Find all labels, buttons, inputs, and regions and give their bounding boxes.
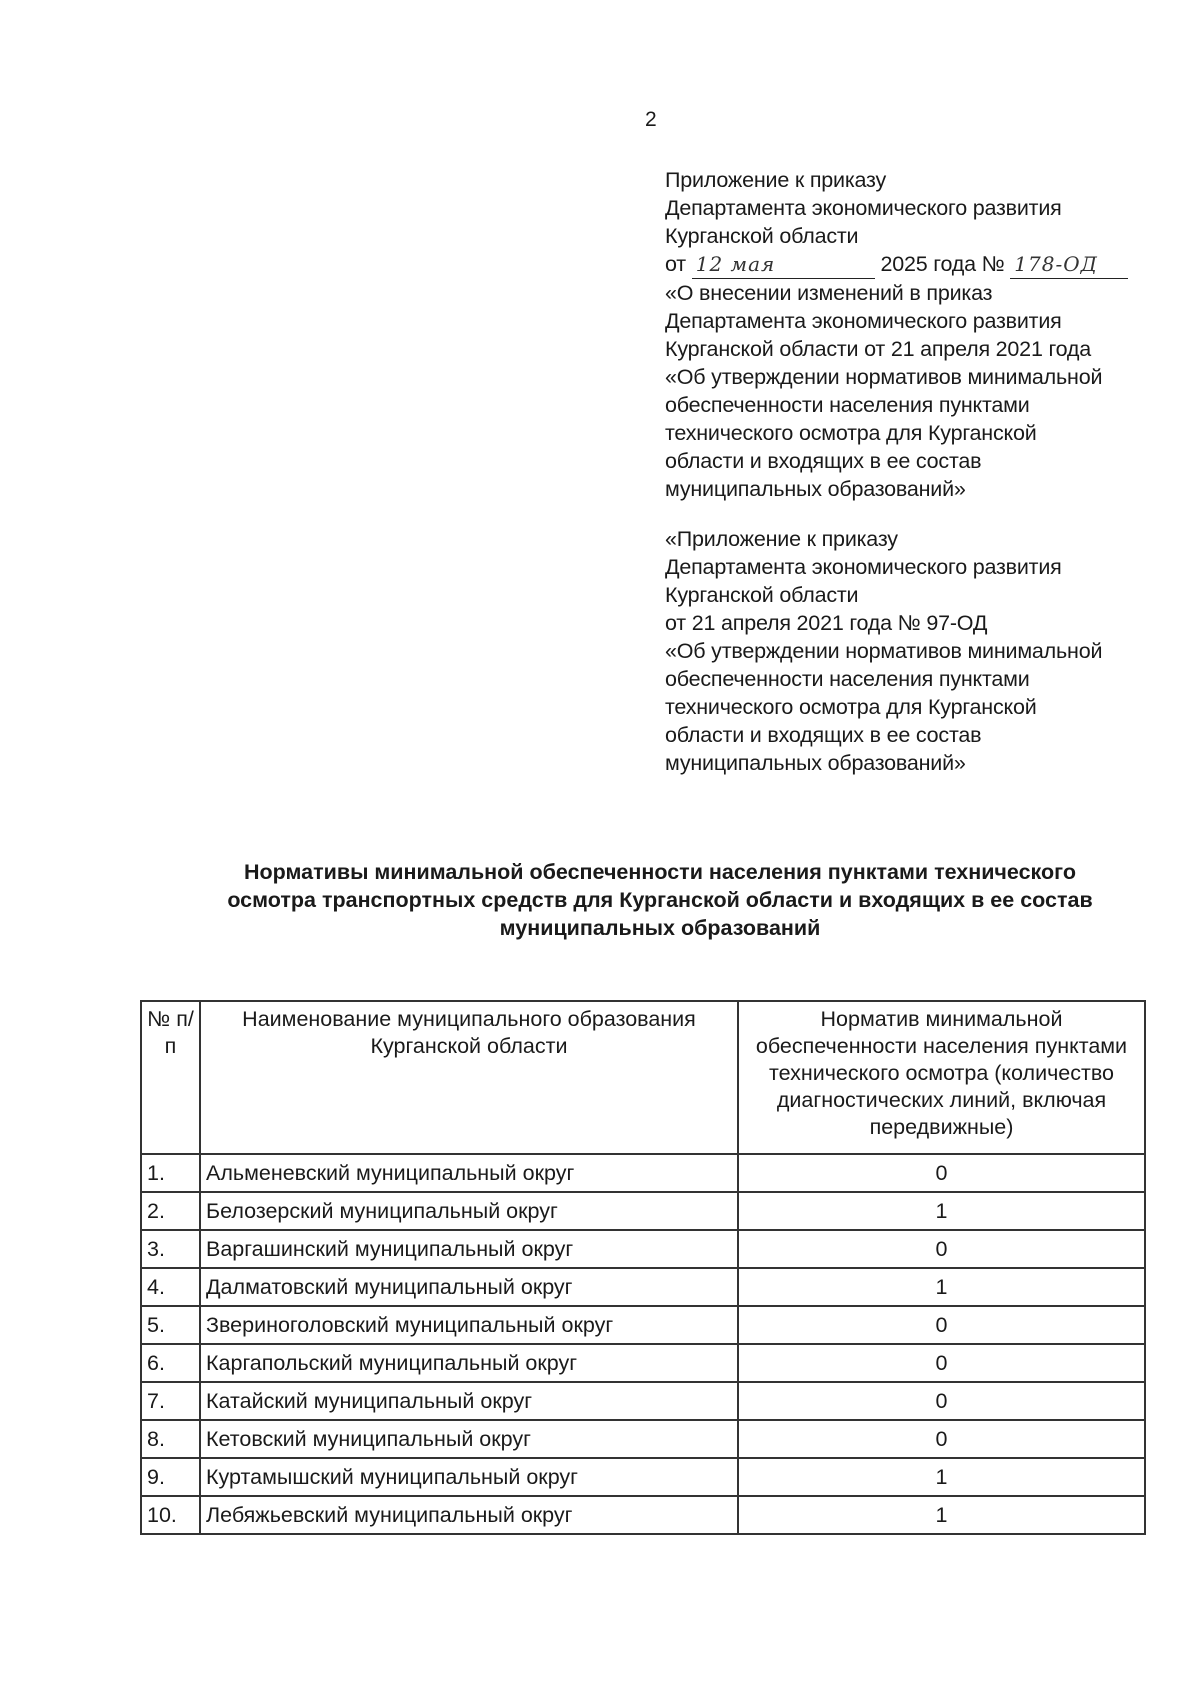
row-name: Лебяжьевский муниципальный округ [200,1496,738,1534]
row-value: 1 [738,1192,1145,1230]
row-name: Звериноголовский муниципальный округ [200,1306,738,1344]
row-name: Куртамышский муниципальный округ [200,1458,738,1496]
row-num: 1. [141,1154,200,1192]
title-line: Нормативы минимальной обеспеченности населения пунктами технического [244,860,1076,884]
header-num: № п/п [141,1001,200,1154]
row-name: Белозерский муниципальный округ [200,1192,738,1230]
row-value: 0 [738,1230,1145,1268]
row-value: 1 [738,1458,1145,1496]
table-row [141,1230,1145,1268]
table-row [141,1420,1145,1458]
table-row [141,1192,1145,1230]
table-row [141,1458,1145,1496]
appendix-line: «Приложение к приказу [665,527,898,551]
row-name: Варгашинский муниципальный округ [200,1230,738,1268]
appendix-line: технического осмотра для Курганской [665,695,1037,719]
appendix-line: Департамента экономического развития [665,555,1062,579]
row-value: 0 [738,1382,1145,1420]
header-value: Норматив минимальной обеспеченности населения пунктами технического осмотра (количество диагностических линий, включая передвижные) [738,1001,1145,1154]
row-name: Далматовский муниципальный округ [200,1268,738,1306]
row-num: 5. [141,1306,200,1344]
page-number: 2 [645,108,657,131]
header-name: Наименование муниципального образования Курганской области [200,1001,738,1154]
appendix-line: Департамента экономического развития [665,196,1062,220]
row-num: 9. [141,1458,200,1496]
appendix-line: обеспеченности населения пунктами [665,393,1030,417]
appendix-line: Курганской области [665,224,859,248]
row-value: 0 [738,1154,1145,1192]
handwritten-order-number: 178-ОД [1010,250,1128,279]
appendix-line: «Об утверждении нормативов минимальной [665,639,1103,663]
table-row [141,1382,1145,1420]
appendix-header-current [665,166,1185,503]
document-title [140,858,1180,942]
handwritten-date: 12 мая [692,250,875,279]
appendix-line: Приложение к приказу [665,168,887,192]
row-value: 1 [738,1496,1145,1534]
row-name: Кетовский муниципальный округ [200,1420,738,1458]
appendix-line: Курганской области от 21 апреля 2021 года [665,337,1092,361]
year-text: 2025 года № [880,252,1005,276]
row-num: 3. [141,1230,200,1268]
row-value: 0 [738,1344,1145,1382]
row-value: 0 [738,1420,1145,1458]
appendix-line: муниципальных образований» [665,751,966,775]
table-header-row [141,1001,1145,1154]
table-row [141,1268,1145,1306]
table-row [141,1154,1145,1192]
row-name: Катайский муниципальный округ [200,1382,738,1420]
title-line: осмотра транспортных средств для Курганской области и входящих в ее состав [227,888,1093,912]
row-num: 6. [141,1344,200,1382]
row-value: 0 [738,1306,1145,1344]
date-prefix: от [665,252,686,276]
table-row [141,1306,1145,1344]
appendix-line: Департамента экономического развития [665,309,1062,333]
row-num: 10. [141,1496,200,1534]
appendix-line: «Об утверждении нормативов минимальной [665,365,1103,389]
appendix-header-original [665,525,1185,777]
appendix-line: области и входящих в ее состав [665,723,982,747]
appendix-line: от 21 апреля 2021 года № 97-ОД [665,611,988,635]
appendix-line: муниципальных образований» [665,477,966,501]
norms-table [140,1000,1146,1535]
row-num: 2. [141,1192,200,1230]
appendix-line: технического осмотра для Курганской [665,421,1037,445]
row-value: 1 [738,1268,1145,1306]
row-num: 7. [141,1382,200,1420]
table-row [141,1496,1145,1534]
appendix-line: обеспеченности населения пунктами [665,667,1030,691]
row-num: 8. [141,1420,200,1458]
appendix-line: области и входящих в ее состав [665,449,982,473]
title-line: муниципальных образований [499,916,821,940]
table-row [141,1344,1145,1382]
appendix-line: «О внесении изменений в приказ [665,281,993,305]
row-name: Каргапольский муниципальный округ [200,1344,738,1382]
appendix-line: Курганской области [665,583,859,607]
row-name: Альменевский муниципальный округ [200,1154,738,1192]
row-num: 4. [141,1268,200,1306]
appendix-date-line [665,250,1185,279]
